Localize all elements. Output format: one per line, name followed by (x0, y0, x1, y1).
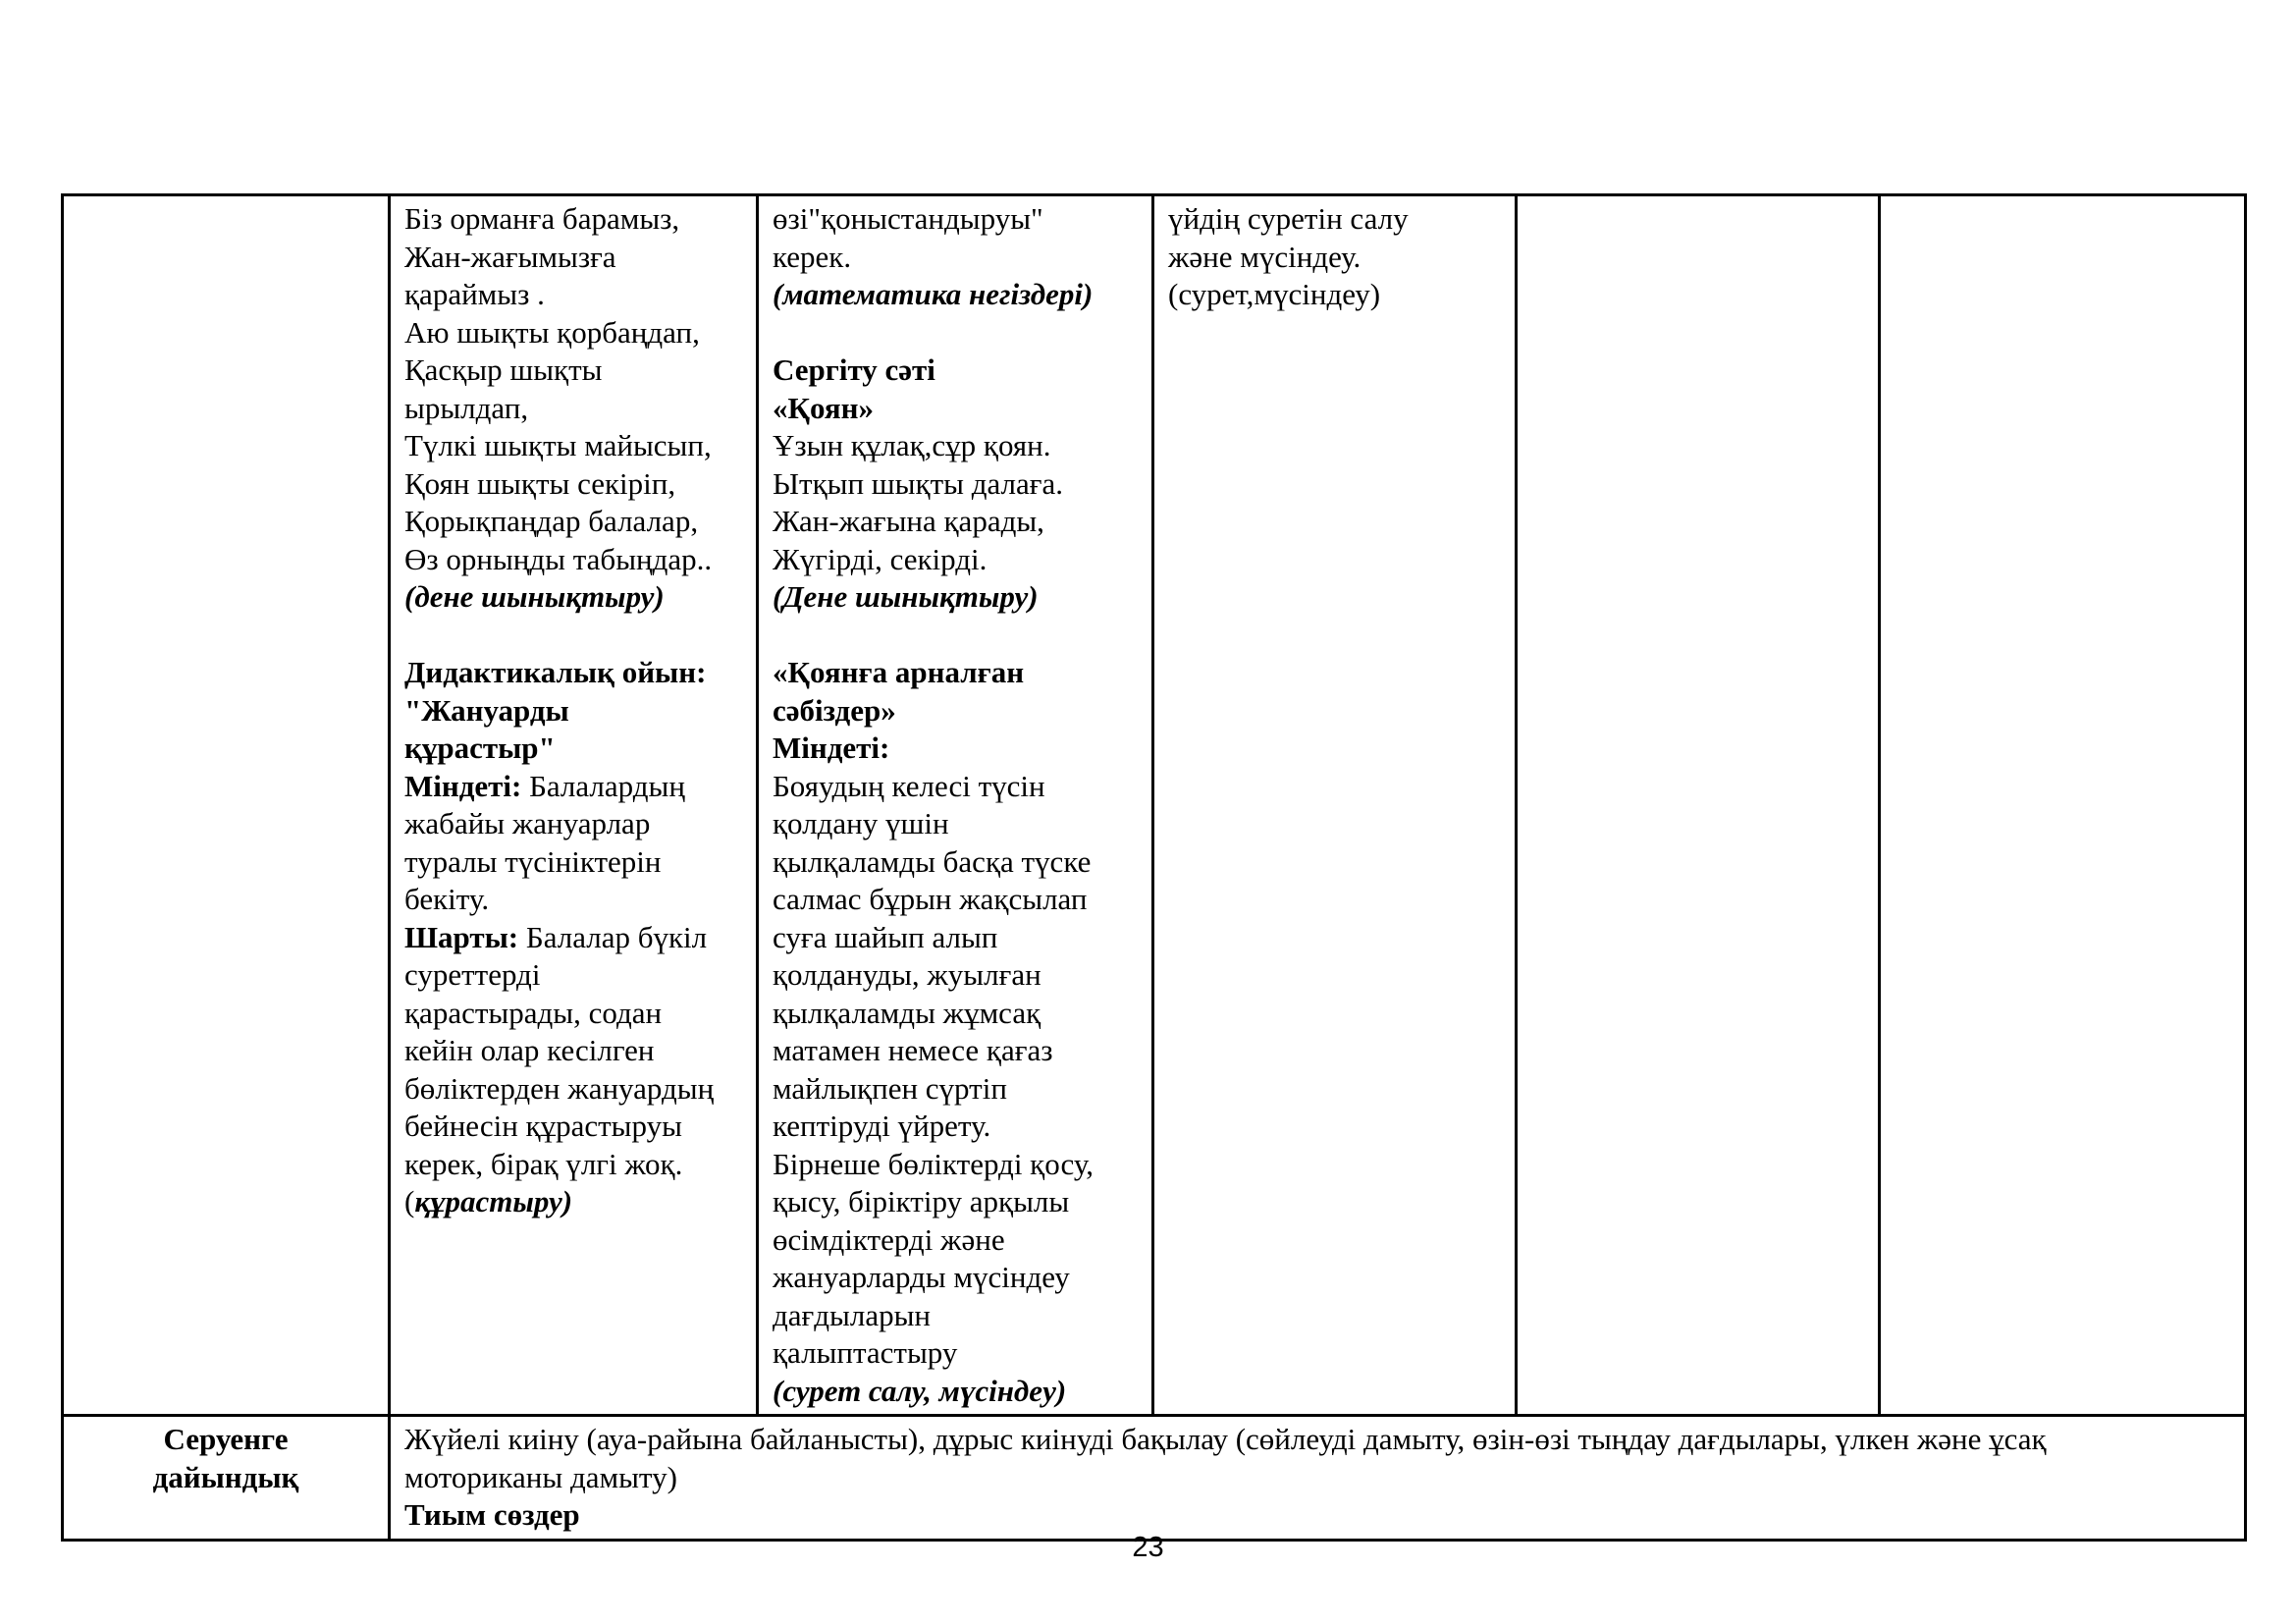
text-line (773, 1297, 1138, 1335)
text-segment: «Қоянға арналған (773, 655, 1025, 689)
text-line (404, 352, 742, 390)
text-segment: (сурет,мүсіндеу) (1168, 277, 1381, 311)
text-segment: құрастыру) (414, 1184, 573, 1218)
text-line (773, 1070, 1138, 1109)
text-line (404, 276, 742, 314)
text-line (404, 503, 742, 541)
table-cell (1153, 195, 1517, 1416)
text-segment: өзі"қоныстандыруы" (773, 201, 1043, 236)
text-segment: Аю шықты қорбаңдап, (404, 314, 700, 350)
table-row (63, 195, 2246, 1416)
text-segment: қысу, біріктіру арқылы (773, 1184, 1070, 1218)
text-segment: Дидактикалық ойын: (404, 655, 707, 689)
text-segment: керек, бірақ үлгі жоқ. (404, 1146, 683, 1181)
text-line (404, 1146, 742, 1184)
text-line (404, 730, 742, 768)
text-line (773, 465, 1138, 504)
text-segment: құрастыр" (404, 731, 556, 765)
text-segment: қараймыз . (404, 277, 545, 311)
text-line (773, 200, 1138, 239)
text-line (404, 1032, 742, 1070)
text-line (773, 881, 1138, 919)
text-line (773, 390, 1138, 428)
text-line (404, 692, 742, 731)
text-line (773, 352, 1138, 390)
section-text-cell (390, 1416, 2246, 1541)
section-label: Серуенге (163, 1422, 289, 1456)
text-line (404, 465, 742, 504)
text-segment: Міндеті: (404, 768, 522, 803)
text-line (404, 314, 742, 352)
text-line (773, 919, 1138, 957)
text-line (773, 276, 1138, 314)
text-line: моториканы дамыту) (404, 1459, 677, 1494)
text-segment: (математика негіздері) (773, 277, 1094, 311)
text-segment: (сурет салу, мүсіндеу) (773, 1373, 1067, 1408)
text-line (773, 1032, 1138, 1070)
text-segment: жануарларды мүсіндеу (773, 1260, 1070, 1294)
text-segment: қарастырады, содан (404, 995, 663, 1030)
text-segment: Біз орманға барамыз, (404, 201, 680, 236)
table-cell (1880, 195, 2246, 1416)
text-line (404, 200, 742, 239)
text-segment: қылқаламды басқа түске (773, 843, 1092, 879)
text-line (773, 314, 1138, 352)
text-line (773, 239, 1138, 277)
text-segment: кептіруді үйрету. (773, 1109, 991, 1143)
text-segment: Балалардың (521, 768, 685, 803)
text-line (773, 692, 1138, 731)
text-line (404, 617, 742, 655)
text-line (773, 654, 1138, 692)
text-segment: жабайы жануарлар (404, 806, 651, 840)
text-segment: Жан-жағымызға (404, 239, 616, 274)
text-segment: Сергіту сәті (773, 352, 935, 387)
text-segment: кейін олар кесілген (404, 1033, 655, 1067)
text-line (1168, 239, 1501, 277)
table-cell (1517, 195, 1880, 1416)
text-segment: сәбіздер» (773, 692, 896, 728)
text-segment: Шарты: (404, 919, 519, 954)
text-segment: бекіту. (404, 882, 490, 916)
text-line (773, 1183, 1138, 1221)
text-line (404, 239, 742, 277)
text-segment: қалыптастыру (773, 1335, 958, 1370)
text-segment: Бояудың келесі түсін (773, 768, 1045, 803)
text-segment: бейнесін құрастыруы (404, 1109, 682, 1143)
text-line (404, 390, 742, 428)
text-line (773, 730, 1138, 768)
text-line (773, 1108, 1138, 1146)
text-segment: Ұзын құлақ,сұр қоян. (773, 428, 1051, 462)
text-segment: суреттерді (404, 957, 541, 992)
text-segment: туралы түсініктерін (404, 843, 662, 879)
text-line (773, 578, 1138, 617)
text-segment: ( (404, 1184, 415, 1218)
text-line (773, 1221, 1138, 1260)
text-line (404, 654, 742, 692)
text-line (773, 768, 1138, 806)
text-line (404, 427, 742, 465)
table-cell (758, 195, 1153, 1416)
lesson-plan-table (61, 193, 2247, 1542)
text-line: Тиым сөздер (404, 1497, 580, 1532)
text-segment: өсімдіктерді және (773, 1221, 1005, 1257)
text-line (773, 617, 1138, 655)
text-segment: матамен немесе қағаз (773, 1033, 1053, 1067)
text-segment: Қоян шықты секіріп, (404, 465, 676, 501)
text-line (773, 1146, 1138, 1184)
text-segment: Қорықпаңдар балалар, (404, 504, 699, 538)
text-segment: дағдыларын (773, 1297, 931, 1332)
text-segment: (Дене шынықтыру) (773, 579, 1039, 614)
text-segment: үйдің суретін салу (1168, 201, 1409, 236)
text-segment: Ытқып шықты далаға. (773, 465, 1063, 501)
text-line (404, 919, 742, 957)
text-line (773, 1334, 1138, 1373)
text-segment: (дене шынықтыру) (404, 579, 665, 614)
text-line (773, 1373, 1138, 1411)
text-segment: Қасқыр шықты (404, 352, 603, 387)
table-row (63, 1416, 2246, 1541)
text-segment: Бірнеше бөліктерді қосу, (773, 1146, 1095, 1181)
text-segment: "Жануарды (404, 692, 569, 728)
section-label: дайындық (152, 1459, 299, 1494)
text-segment: Балалар бүкіл (518, 919, 708, 954)
text-segment: бөліктерден жануардың (404, 1070, 715, 1106)
text-line (1168, 276, 1501, 314)
text-line (404, 541, 742, 579)
text-line (773, 843, 1138, 882)
text-line (404, 956, 742, 995)
text-segment: Жан-жағына қарады, (773, 504, 1044, 538)
text-line (404, 578, 742, 617)
text-segment: Өз орныңды табыңдар.. (404, 541, 713, 576)
text-line (404, 995, 742, 1033)
table-cell (63, 195, 390, 1416)
text-segment: майлықпен сүртіп (773, 1070, 1007, 1106)
text-line (773, 1259, 1138, 1297)
text-line: Жүйелі киіну (ауа-райына байланысты), дұрыс киінуді бақылау (сөйлеуді дамыту, өзін-өзі тыңдау дағдылары, үлкен және ұсақ (404, 1422, 2047, 1456)
text-segment: қолдануды, жуылған (773, 957, 1041, 992)
text-segment: және мүсіндеу. (1168, 239, 1362, 274)
text-line (404, 1070, 742, 1109)
text-line (773, 805, 1138, 843)
text-line (404, 1183, 742, 1221)
text-line (773, 427, 1138, 465)
text-line (773, 541, 1138, 579)
text-line (404, 805, 742, 843)
text-line (404, 1108, 742, 1146)
page-number: 23 (1132, 1532, 1164, 1563)
text-line (773, 995, 1138, 1033)
text-line (1168, 200, 1501, 239)
text-segment: Міндеті: (773, 731, 890, 765)
text-segment: суға шайып алып (773, 919, 998, 954)
text-line (404, 768, 742, 806)
text-segment: Түлкі шықты майысып, (404, 428, 712, 462)
table-cell (390, 195, 758, 1416)
text-segment: қылқаламды жұмсақ (773, 995, 1041, 1030)
text-segment: Жүгірді, секірді. (773, 541, 988, 576)
text-line (773, 956, 1138, 995)
text-segment: салмас бұрын жақсылап (773, 882, 1088, 916)
text-line (404, 843, 742, 882)
text-segment: қолдану үшін (773, 806, 949, 840)
text-line (773, 503, 1138, 541)
text-segment: ырылдап, (404, 390, 529, 425)
text-segment: «Қоян» (773, 390, 875, 425)
text-line (404, 881, 742, 919)
section-label-cell (63, 1416, 390, 1541)
text-segment: керек. (773, 239, 852, 274)
